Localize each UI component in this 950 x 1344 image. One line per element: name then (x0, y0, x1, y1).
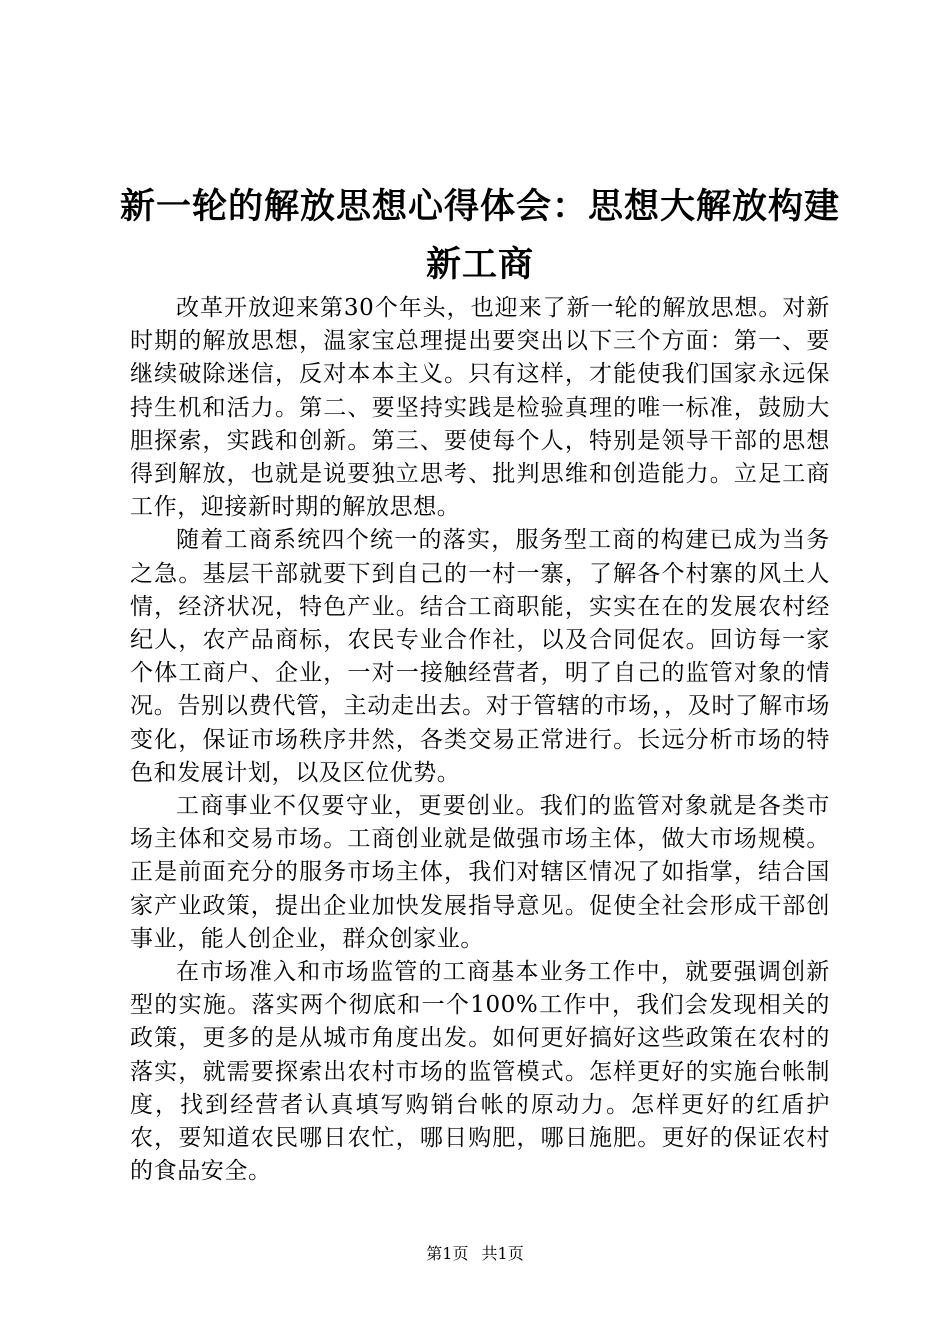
page-number: 第1页 (426, 1244, 469, 1263)
document-body (130, 292, 830, 1188)
paragraph: 随着工商系统四个统一的落实，服务型工商的构建已成为当务之急。基层干部就要下到自己的一村一寨，了解各个村寨的风土人情，经济状况，特色产业。结合工商职能，实实在在的发展农村经纪人，农产品商标，农民专业合作社，以及合同促农。回访每一家个体工商户、企业，一对一接触经营者，明了自己的监管对象的情况。告别以费代管，主动走出去。对于管辖的市场，，及时了解市场变化，保证市场秩序井然，各类交易正常进行。长远分析市场的特色和发展计划，以及区位优势。 (130, 527, 830, 786)
document-title: 新一轮的解放思想心得体会：思想大解放构建新工商 (120, 186, 841, 285)
page-footer (0, 1244, 950, 1264)
paragraph: 改革开放迎来第30个年头，也迎来了新一轮的解放思想。对新时期的解放思想，温家宝总理提出要突出以下三个方面：第一、要继续破除迷信，反对本本主义。只有这样，才能使我们国家永远保持生机和活力。第二、要坚持实践是检验真理的唯一标准，鼓励大胆探索，实践和创新。第三、要使每个人，特别是领导干部的思想得到解放，也就是说要独立思考、批判思维和创造能力。立足工商工作，迎接新时期的解放思想。 (130, 295, 830, 521)
paragraph: 在市场准入和市场监管的工商基本业务工作中，就要强调创新型的实施。落实两个彻底和一个100%工作中，我们会发现相关的政策，更多的是从城市角度出发。如何更好搞好这些政策在农村的落实，就需要探索出农村市场的监管模式。怎样更好的实施台帐制度，找到经营者认真填写购销台帐的原动力。怎样更好的红盾护农，要知道农民哪日农忙，哪日购肥，哪日施肥。更好的保证农村的食品安全。 (130, 959, 830, 1185)
page-total: 共1页 (481, 1244, 524, 1263)
paragraph: 工商事业不仅要守业，更要创业。我们的监管对象就是各类市场主体和交易市场。工商创业就是做强市场主体，做大市场规模。正是前面充分的服务市场主体，我们对辖区情况了如指掌，结合国家产业政策，提出企业加快发展指导意见。促使全社会形成干部创事业，能人创企业，群众创家业。 (130, 793, 830, 952)
